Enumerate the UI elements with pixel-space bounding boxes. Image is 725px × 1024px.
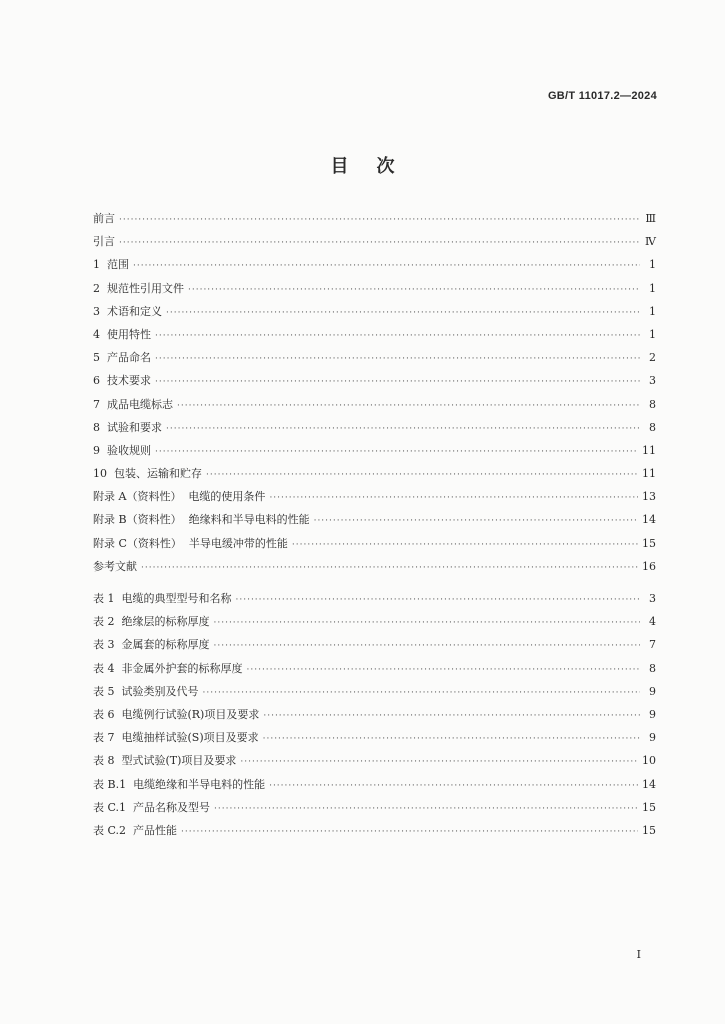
table-entry-page: 9: [649, 731, 656, 745]
toc-entry-page: 11: [642, 443, 656, 457]
table-entry[interactable]: [93, 799, 656, 822]
toc-entry[interactable]: [93, 558, 656, 581]
toc-entry[interactable]: [93, 396, 656, 419]
dot-leader: [155, 331, 640, 341]
toc-entry-page: Ⅳ: [645, 235, 656, 249]
table-entry-page: 9: [649, 707, 656, 721]
toc-entry-page: 3: [649, 374, 656, 388]
dot-leader: [119, 238, 640, 248]
toc-entry-page: 16: [642, 559, 656, 573]
toc-entry[interactable]: [93, 511, 656, 534]
table-entry-page: 9: [649, 684, 656, 698]
dot-leader: [141, 563, 638, 573]
table-entry-page: 7: [649, 638, 656, 652]
table-entry-label: 表 C.1 产品名称及型号: [93, 800, 211, 814]
table-entry[interactable]: [93, 822, 656, 845]
toc-entry-label: 7 成品电缆标志: [93, 397, 173, 411]
toc-entry[interactable]: [93, 210, 656, 233]
toc-entry-label: 8 试验和要求: [93, 420, 162, 434]
table-entry-label: 表 1 电缆的典型型号和名称: [93, 592, 232, 605]
toc-entry[interactable]: [93, 303, 656, 326]
toc-entry-page: 1: [649, 304, 656, 318]
toc-entry[interactable]: [93, 465, 656, 488]
table-entry-label: 表 5 试验类别及代号: [93, 684, 199, 698]
dot-leader: [177, 401, 640, 411]
table-entry[interactable]: [93, 776, 656, 799]
dot-leader: [166, 308, 640, 318]
dot-leader: [263, 734, 640, 744]
toc-entry-label: 3 术语和定义: [93, 304, 162, 318]
dot-leader: [269, 781, 638, 791]
table-entry-label: 表 C.2 产品性能: [93, 823, 178, 837]
dot-leader: [236, 595, 641, 605]
toc-entry[interactable]: [93, 419, 656, 442]
dot-leader: [166, 424, 640, 434]
dot-leader: [155, 447, 638, 457]
dot-leader: [247, 665, 641, 675]
table-entry-label: 表 7 电缆抽样试验(S)项目及要求: [93, 731, 259, 745]
toc-entry-label: 5 产品命名: [93, 351, 151, 365]
dot-leader: [181, 827, 638, 837]
toc-entry-label: 附录 B（资料性） 绝缘料和半导电料的性能: [93, 513, 310, 527]
toc-entry-label: 附录 C（资料性） 半导电缓冲带的性能: [93, 536, 288, 550]
table-entry-page: 15: [642, 823, 656, 837]
toc-entry-page: Ⅲ: [645, 212, 656, 225]
standard-code: GB/T 11017.2—2024: [547, 90, 657, 102]
toc-entry-label: 参考文献: [93, 559, 137, 573]
toc-entry-page: 1: [649, 281, 656, 295]
toc-entry-page: 1: [649, 258, 656, 272]
toc-list: [93, 210, 656, 581]
toc-entry-label: 前言: [93, 212, 115, 225]
toc-entry-label: 附录 A（资料性） 电缆的使用条件: [93, 490, 266, 504]
table-list: [93, 590, 656, 845]
toc-entry[interactable]: [93, 442, 656, 465]
toc-entry-page: 8: [649, 397, 656, 411]
dot-leader: [263, 711, 640, 721]
toc-entry-page: 15: [642, 536, 656, 550]
table-entry-label: 表 4 非金属外护套的标称厚度: [93, 661, 243, 675]
dot-leader: [206, 470, 638, 480]
toc-entry[interactable]: [93, 256, 656, 279]
dot-leader: [133, 261, 640, 271]
dot-leader: [214, 641, 641, 651]
toc-entry[interactable]: [93, 535, 656, 558]
dot-leader: [314, 516, 638, 526]
table-entry-page: 15: [642, 800, 656, 814]
table-entry[interactable]: [93, 590, 656, 613]
dot-leader: [155, 377, 640, 387]
dot-leader: [269, 493, 638, 503]
table-entry-label: 表 3 金属套的标称厚度: [93, 638, 210, 652]
table-entry-label: 表 B.1 电缆绝缘和半导电料的性能: [93, 777, 266, 791]
toc-entry-page: 1: [649, 327, 656, 341]
table-entry-page: 8: [649, 661, 656, 675]
dot-leader: [214, 618, 641, 628]
table-entry-page: 4: [649, 615, 656, 629]
toc-entry-label: 2 规范性引用文件: [93, 281, 184, 295]
page-title: 目次: [330, 156, 423, 177]
toc-entry-page: 2: [649, 351, 656, 365]
page-number: I: [636, 948, 641, 961]
toc-entry-label: 4 使用特性: [93, 327, 151, 341]
table-entry[interactable]: [93, 636, 656, 659]
table-entry-page: 14: [642, 777, 656, 791]
dot-leader: [240, 757, 638, 767]
toc-entry[interactable]: [93, 488, 656, 511]
table-entry-label: 表 6 电缆例行试验(R)项目及要求: [93, 707, 260, 721]
toc-entry-label: 引言: [93, 235, 115, 249]
toc-entry[interactable]: [93, 326, 656, 349]
table-entry-page: 3: [649, 592, 656, 605]
toc-entry-label: 10 包装、运输和贮存: [93, 467, 202, 481]
table-entry[interactable]: [93, 660, 656, 683]
dot-leader: [119, 215, 640, 225]
table-entry[interactable]: [93, 752, 656, 775]
dot-leader: [203, 688, 641, 698]
toc-entry[interactable]: [93, 372, 656, 395]
toc-entry[interactable]: [93, 280, 656, 303]
dot-leader: [292, 540, 638, 550]
table-entry-label: 表 8 型式试验(T)项目及要求: [93, 754, 237, 768]
table-entry[interactable]: [93, 706, 656, 729]
toc-entry-page: 13: [642, 490, 656, 504]
toc-entry-label: 1 范围: [93, 258, 129, 272]
toc-entry-page: 11: [642, 467, 656, 481]
table-entry[interactable]: [93, 683, 656, 706]
dot-leader: [188, 285, 640, 295]
table-entry[interactable]: [93, 729, 656, 752]
toc-entry-page: 8: [649, 420, 656, 434]
table-entry-label: 表 2 绝缘层的标称厚度: [93, 615, 210, 629]
toc-entry[interactable]: [93, 233, 656, 256]
toc-entry-label: 9 验收规则: [93, 443, 151, 457]
toc-entry-label: 6 技术要求: [93, 374, 151, 388]
dot-leader: [214, 804, 638, 814]
toc-entry[interactable]: [93, 349, 656, 372]
dot-leader: [155, 354, 640, 364]
table-entry-page: 10: [642, 754, 656, 768]
toc-entry-page: 14: [642, 513, 656, 527]
table-entry[interactable]: [93, 613, 656, 636]
